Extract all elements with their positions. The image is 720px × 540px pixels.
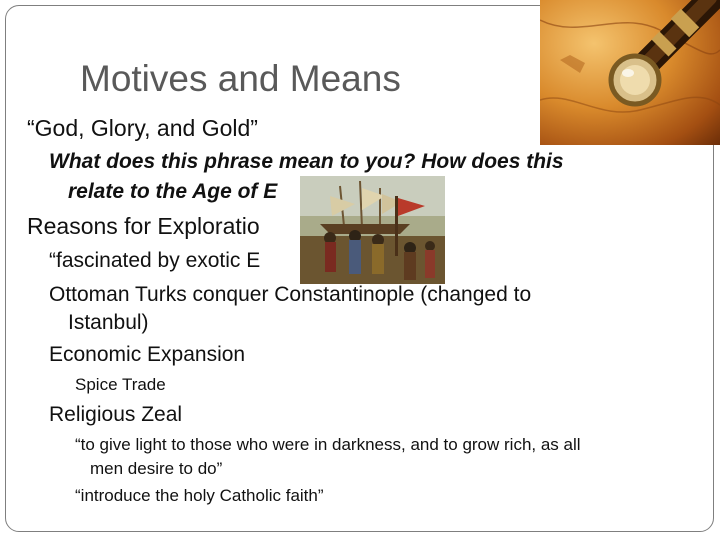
bullet-text: Spice Trade <box>75 375 166 394</box>
bullet-text: Religious Zeal <box>49 403 183 426</box>
bullet-reasons-for-exploration <box>27 213 260 240</box>
bullet-text: Reasons for Exploratio <box>27 213 260 239</box>
bullet-catholic-faith <box>75 486 324 506</box>
bullet-text: What does this phrase mean to you? How does this <box>49 150 564 173</box>
slide-title: Motives and Means <box>80 58 401 99</box>
bullet-give-light-cont: men desire to do” <box>90 459 223 478</box>
bullet-phrase-meaning-cont: relate to the Age of E <box>68 180 278 203</box>
bullet-ottoman-turks-cont: Istanbul) <box>68 311 149 334</box>
explorers-landing-image <box>300 176 445 284</box>
bullet-religious-zeal <box>49 403 182 427</box>
bullet-fascinated <box>49 249 260 273</box>
bullet-economic-expansion <box>49 343 245 367</box>
bullet-text: “fascinated by exotic E <box>49 249 261 272</box>
bullet-text: “introduce the holy Catholic faith” <box>75 486 324 505</box>
bullet-god-glory-gold <box>27 115 258 142</box>
bullet-text: “to give light to those who were in darkness, and to grow rich, as all <box>75 435 581 454</box>
spyglass-map-image <box>540 0 720 145</box>
bullet-text: Economic Expansion <box>49 343 246 366</box>
bullet-phrase-meaning <box>49 150 564 174</box>
bullet-ottoman-turks <box>49 283 531 307</box>
bullet-text: Ottoman Turks conquer Constantinople (changed to <box>49 283 532 306</box>
bullet-text: “God, Glory, and Gold” <box>27 115 258 141</box>
bullet-give-light <box>75 435 581 455</box>
bullet-spice-trade <box>75 375 166 395</box>
